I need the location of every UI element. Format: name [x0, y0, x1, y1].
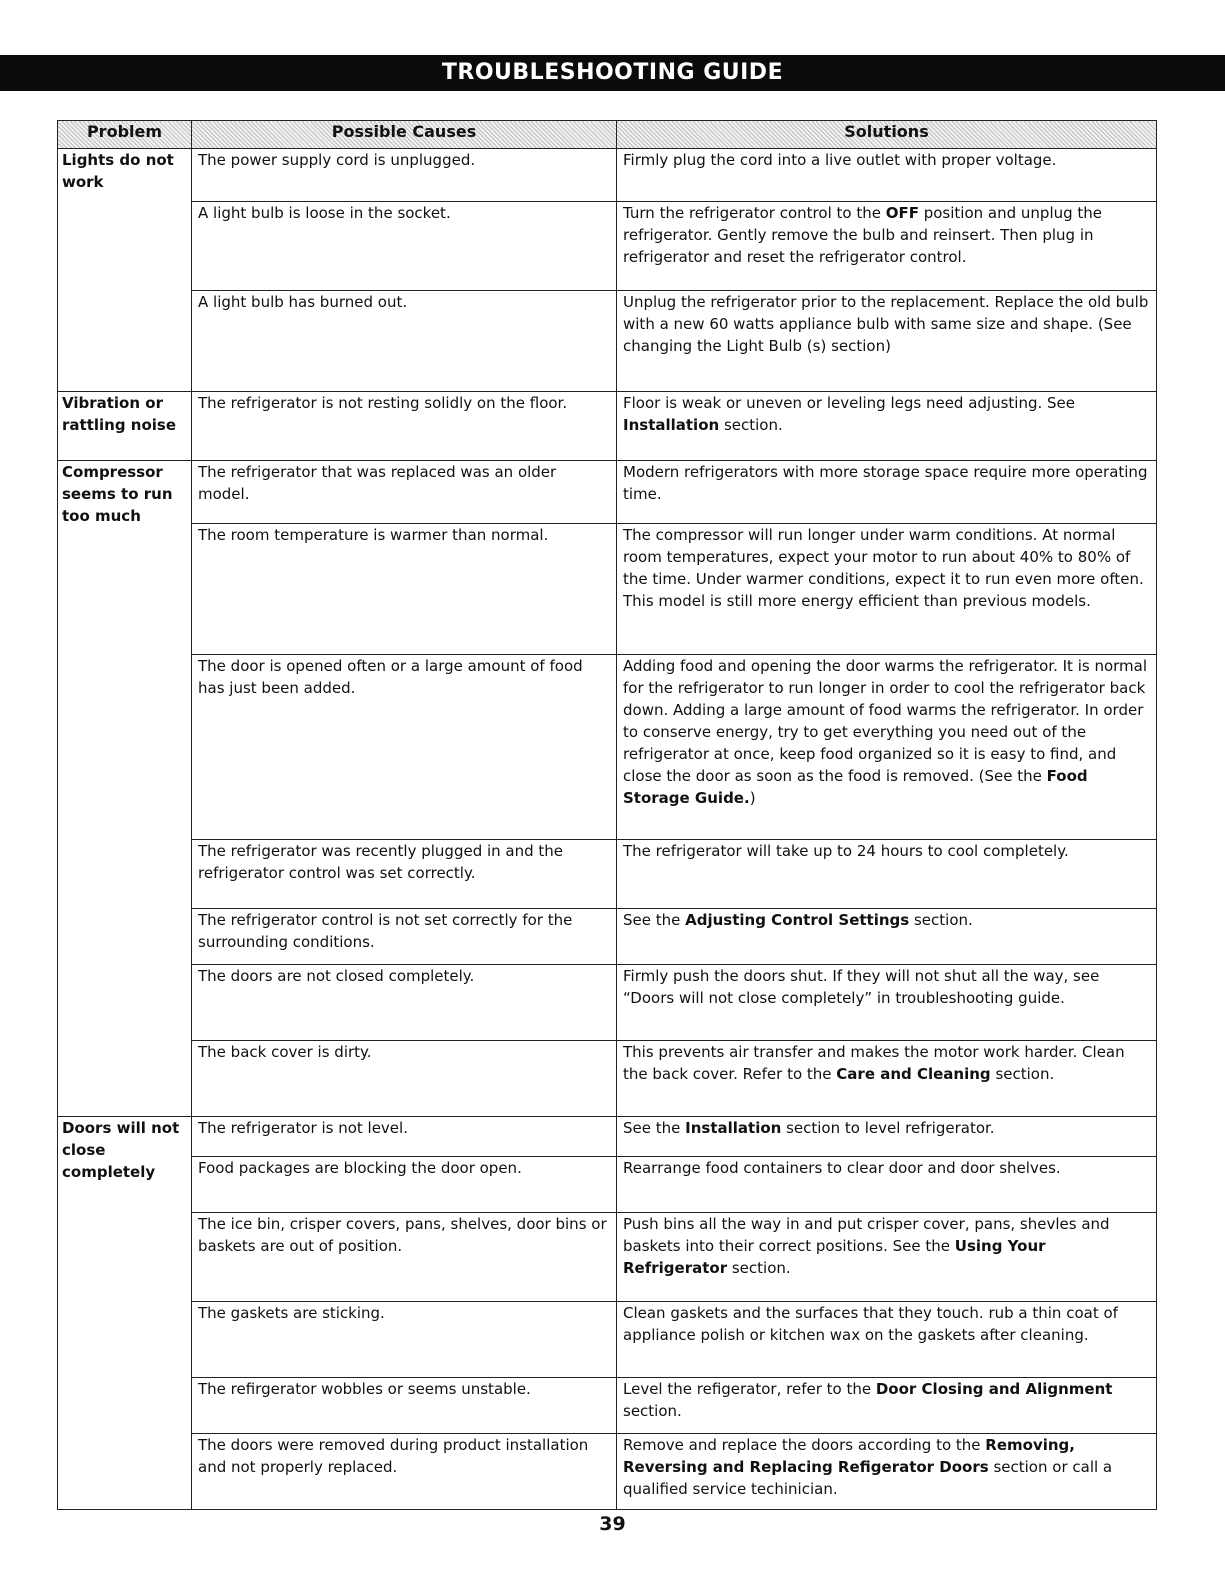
solution-text: The refrigerator will take up to 24 hours to cool completely.: [623, 842, 1069, 860]
table-row: [58, 1213, 1157, 1302]
solution-text: ): [749, 789, 756, 807]
table-row: [58, 1434, 1157, 1510]
solution-cell: [617, 392, 1157, 461]
solution-text: Remove and replace the doors according to the: [623, 1436, 986, 1454]
solution-cell: [617, 1041, 1157, 1117]
cause-cell: A light bulb is loose in the socket.: [192, 202, 617, 291]
table-row: [58, 909, 1157, 965]
cause-cell: The gaskets are sticking.: [192, 1302, 617, 1378]
solution-bold-text: Food Storage Guide.: [623, 767, 1088, 807]
cause-cell: The refrigerator is not resting solidly on the floor.: [192, 392, 617, 461]
solution-bold-text: Installation: [623, 416, 720, 434]
table-row: [58, 965, 1157, 1041]
solution-text: Adding food and opening the door warms the refrigerator. It is normal for the refrigerator to run longer in order to cool the refrigerator back down. Adding a large amount of food warms the refrigerator. In order to conserve energy, try to get everything you need out of the refrigerator at once, keep food organized so it is easy to find, and close the door as soon as the food is removed. (See the: [623, 657, 1148, 785]
header-problem: Problem: [58, 121, 192, 149]
table-row: [58, 291, 1157, 392]
solution-text: section or call a qualified service techinician.: [623, 1458, 1113, 1498]
cause-cell: The refrigerator control is not set correctly for the surrounding conditions.: [192, 909, 617, 965]
table-row: [58, 202, 1157, 291]
solution-cell: [617, 1378, 1157, 1434]
solution-text: Firmly push the doors shut. If they will not shut all the way, see “Doors will not close completely” in troubleshooting guide.: [623, 967, 1100, 1007]
solution-cell: [617, 291, 1157, 392]
solution-text: section.: [727, 1259, 791, 1277]
cause-cell: The refirgerator wobbles or seems unstable.: [192, 1378, 617, 1434]
solution-bold-text: Adjusting Control Settings: [685, 911, 910, 929]
solution-text: position and unplug the refrigerator. Gently remove the bulb and reinsert. Then plug in refrigerator and reset the refrigerator control.: [623, 204, 1103, 266]
solution-text: Firmly plug the cord into a live outlet with proper voltage.: [623, 151, 1057, 169]
problem-cell: Compressor seems to run too much: [58, 461, 192, 1117]
cause-cell: The power supply cord is unplugged.: [192, 149, 617, 202]
solution-text: section.: [623, 1402, 682, 1420]
table-header-row: [58, 121, 1157, 149]
solution-cell: [617, 1434, 1157, 1510]
table-row: [58, 840, 1157, 909]
problem-cell: Vibration or rattling noise: [58, 392, 192, 461]
solution-text: Modern refrigerators with more storage space require more operating time.: [623, 463, 1148, 503]
table-row: [58, 392, 1157, 461]
solution-cell: [617, 1302, 1157, 1378]
solution-cell: [617, 1117, 1157, 1157]
table-row: [58, 1302, 1157, 1378]
solution-cell: [617, 909, 1157, 965]
cause-cell: The refrigerator was recently plugged in and the refrigerator control was set correctly.: [192, 840, 617, 909]
cause-cell: A light bulb has burned out.: [192, 291, 617, 392]
cause-cell: The doors were removed during product installation and not properly replaced.: [192, 1434, 617, 1510]
table-row: [58, 1157, 1157, 1213]
page-title-banner: TROUBLESHOOTING GUIDE: [0, 55, 1225, 91]
header-possible-causes: Possible Causes: [192, 121, 617, 149]
table-row: [58, 524, 1157, 655]
cause-cell: The ice bin, crisper covers, pans, shelves, door bins or baskets are out of position.: [192, 1213, 617, 1302]
solution-cell: [617, 965, 1157, 1041]
cause-cell: Food packages are blocking the door open.: [192, 1157, 617, 1213]
solution-text: Unplug the refrigerator prior to the replacement. Replace the old bulb with a new 60 watts appliance bulb with same size and shape. (See changing the Light Bulb (s) section): [623, 293, 1149, 355]
table-row: [58, 1117, 1157, 1157]
solution-bold-text: Installation: [685, 1119, 782, 1137]
cause-cell: The refrigerator that was replaced was an older model.: [192, 461, 617, 524]
solution-text: Clean gaskets and the surfaces that they touch. rub a thin coat of appliance polish or kitchen wax on the gaskets after cleaning.: [623, 1304, 1118, 1344]
solution-text: The compressor will run longer under warm conditions. At normal room temperatures, expect your motor to run about 40% to 80% of the time. Under warmer conditions, expect it to run even more often. This model is still more energy efficient than previous models.: [623, 526, 1144, 610]
solution-text: section.: [990, 1065, 1055, 1083]
solution-cell: [617, 1213, 1157, 1302]
cause-cell: The back cover is dirty.: [192, 1041, 617, 1117]
problem-cell: Doors will not close completely: [58, 1117, 192, 1510]
table-row: [58, 655, 1157, 840]
solution-cell: [617, 461, 1157, 524]
solution-text: section to level refrigerator.: [781, 1119, 995, 1137]
solution-cell: [617, 1157, 1157, 1213]
solution-text: Turn the refrigerator control to the: [623, 204, 886, 222]
troubleshooting-table: [57, 120, 1157, 1510]
header-solutions: Solutions: [617, 121, 1157, 149]
cause-cell: The refrigerator is not level.: [192, 1117, 617, 1157]
cause-cell: The room temperature is warmer than normal.: [192, 524, 617, 655]
solution-cell: [617, 840, 1157, 909]
solution-text: section.: [909, 911, 973, 929]
solution-bold-text: Care and Cleaning: [836, 1065, 991, 1083]
solution-text: Floor is weak or uneven or leveling legs need adjusting. See: [623, 394, 1076, 412]
solution-text: See the: [623, 1119, 686, 1137]
solution-bold-text: Removing, Reversing and Replacing Refigerator Doors: [623, 1436, 1075, 1476]
page-number: 39: [599, 1513, 626, 1535]
solution-bold-text: Using Your Refrigerator: [623, 1237, 1046, 1277]
solution-text: Push bins all the way in and put crisper cover, pans, shevles and baskets into their correct positions. See the: [623, 1215, 1110, 1255]
cause-cell: The door is opened often or a large amount of food has just been added.: [192, 655, 617, 840]
problem-cell: Lights do not work: [58, 149, 192, 392]
solution-cell: [617, 202, 1157, 291]
solution-text: This prevents air transfer and makes the motor work harder. Clean the back cover. Refer to the: [623, 1043, 1125, 1083]
solution-text: See the: [623, 911, 686, 929]
solution-cell: [617, 149, 1157, 202]
table-row: [58, 1041, 1157, 1117]
table-row: [58, 1378, 1157, 1434]
table-row: [58, 461, 1157, 524]
cause-cell: The doors are not closed completely.: [192, 965, 617, 1041]
solution-cell: [617, 655, 1157, 840]
solution-text: Rearrange food containers to clear door and door shelves.: [623, 1159, 1061, 1177]
solution-text: Level the refigerator, refer to the: [623, 1380, 876, 1398]
solution-bold-text: Door Closing and Alignment: [875, 1380, 1113, 1398]
solution-text: section.: [719, 416, 783, 434]
solution-bold-text: OFF: [885, 204, 919, 222]
solution-cell: [617, 524, 1157, 655]
table-row: [58, 149, 1157, 202]
